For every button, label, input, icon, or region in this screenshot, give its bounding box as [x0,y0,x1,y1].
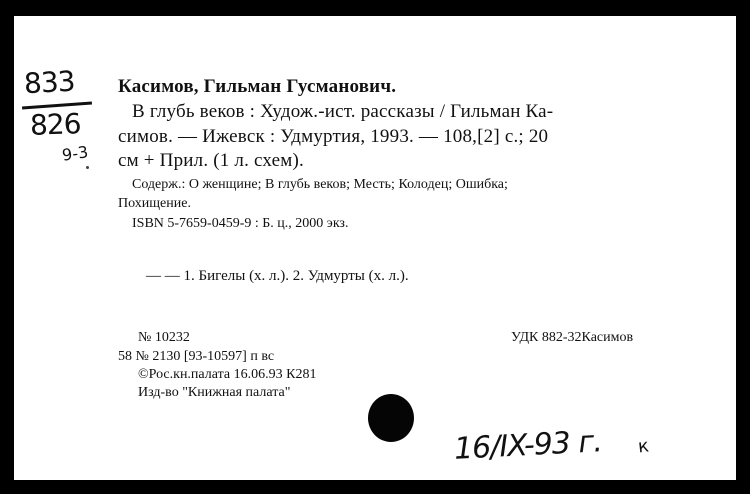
subject-tracings: — — 1. Бигелы (х. л.). 2. Удмурты (х. л.). [146,268,409,284]
shelfmark-bottom: 826 [29,107,82,142]
author-heading: Касимов, Гильман Гусманович. [118,76,397,97]
print-line: 58 № 2130 [93-10597] п вс [118,349,275,364]
udc-code: УДК 882-32Касимов [511,330,634,345]
book-chamber-line: ©Рос.кн.палата 16.06.93 К281 [138,367,317,382]
ink-blot [368,394,414,442]
isbn-line: ISBN 5-7659-0459-9 : Б. ц., 2000 экз. [132,216,349,231]
acquisition-date: 16/IX-93 г. [453,424,603,467]
title-line-3: см + Прил. (1 л. схем). [118,150,304,171]
contents-line-1: Содерж.: О женщине; В глубь веков; Месть; Колодец; Ошибка; [132,177,508,192]
contents-line-2: Похищение. [118,196,191,211]
title-line-1: В глубь веков : Худож.-ист. рассказы / Гильман Ка- [132,101,554,122]
ink-speck [86,166,89,169]
title-line-2: симов. — Ижевск : Удмуртия, 1993. — 108,[2] с.; 20 [118,126,549,147]
handwritten-note: к [636,435,650,458]
registry-number: № 10232 [138,330,190,345]
catalog-card [14,16,736,480]
shelfmark-top: 833 [23,64,76,101]
publisher-line: Изд-во "Книжная палата" [138,385,291,400]
shelfmark-note: 9-3 [60,142,90,165]
